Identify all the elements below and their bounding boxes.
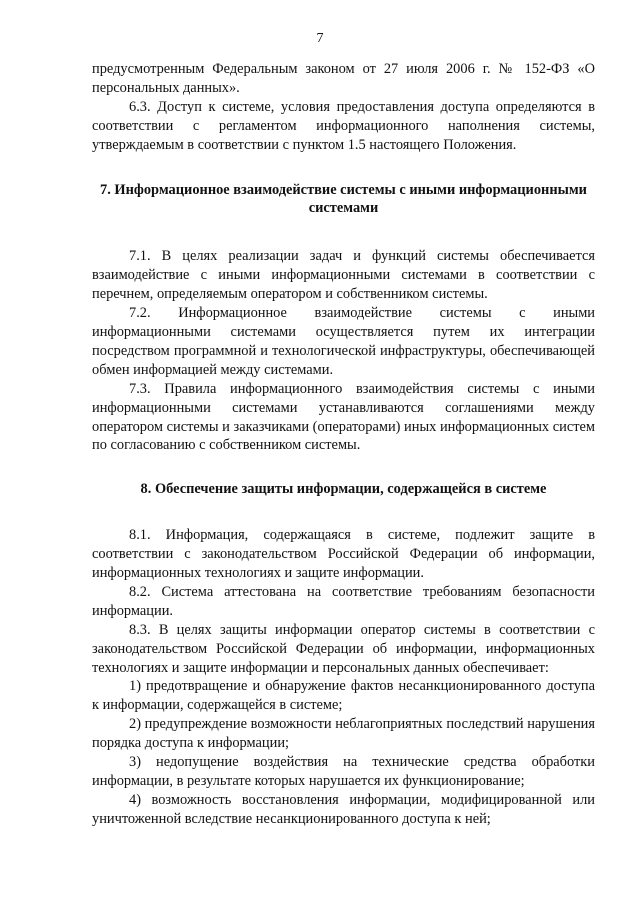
paragraph-7-1: 7.1. В целях реализации задач и функций системы обеспечивается взаимодействие с иными информационными системами в соответствии с перечнем, определяемым оператором и собственником системы. bbox=[92, 248, 595, 303]
list-item-4: 4) возможность восстановления информации, модифицированной или уничтоженной вследствие несанкционированного доступа к ней; bbox=[92, 791, 595, 827]
list-item-3: 3) недопущение воздействия на технические средства обработки информации, в результате которых нарушается их функционирование; bbox=[92, 754, 595, 789]
list-item-1: 1) предотвращение и обнаружение фактов несанкционированного доступа к информации, содержащейся в системе; bbox=[92, 678, 595, 714]
section-7-heading: 7. Информационное взаимодействие системы с иными информационными системами bbox=[100, 181, 587, 217]
continued-paragraph: предусмотренным Федеральным законом от 27 июля 2006 г. № 152-ФЗ «О персональных данных». bbox=[92, 61, 595, 96]
page-content bbox=[92, 60, 595, 829]
paragraph-7-3: 7.3. Правила информационного взаимодействия системы с иными информационными системами устанавливаются соглашениями между оператором системы и заказчиками (операторами) иных информационных систем по согласованию с собственником системы. bbox=[92, 380, 595, 454]
paragraph-8-3: 8.3. В целях защиты информации оператор системы в соответствии с законодательством Российской Федерации об информации, информационных технологиях и защите информации и персональных данных обеспечивает: bbox=[92, 621, 595, 676]
section-8-heading: 8. Обеспечение защиты информации, содержащейся в системе bbox=[140, 481, 547, 498]
paragraph-8-2: 8.2. Система аттестована на соответствие требованиям безопасности информации. bbox=[92, 583, 595, 619]
list-item-2: 2) предупреждение возможности неблагоприятных последствий нарушения порядка доступа к информации; bbox=[92, 716, 595, 752]
paragraph-6-3: 6.3. Доступ к системе, условия предоставления доступа определяются в соответствии с регламентом информационного наполнения системы, утверждаемым в соответствии с пунктом 1.5 настоящего Положения. bbox=[92, 98, 595, 153]
paragraph-7-2: 7.2. Информационное взаимодействие системы с иными информационными системами осуществляется путем их интеграции посредством программной и технологической инфраструктуры, обеспечивающей обмен информацией между системами. bbox=[92, 305, 595, 378]
paragraph-8-1: 8.1. Информация, содержащаяся в системе, подлежит защите в соответствии с законодательством Российской Федерации об информации, информационных технологиях и защите информации. bbox=[92, 527, 595, 582]
page-number: 7 bbox=[316, 31, 324, 46]
